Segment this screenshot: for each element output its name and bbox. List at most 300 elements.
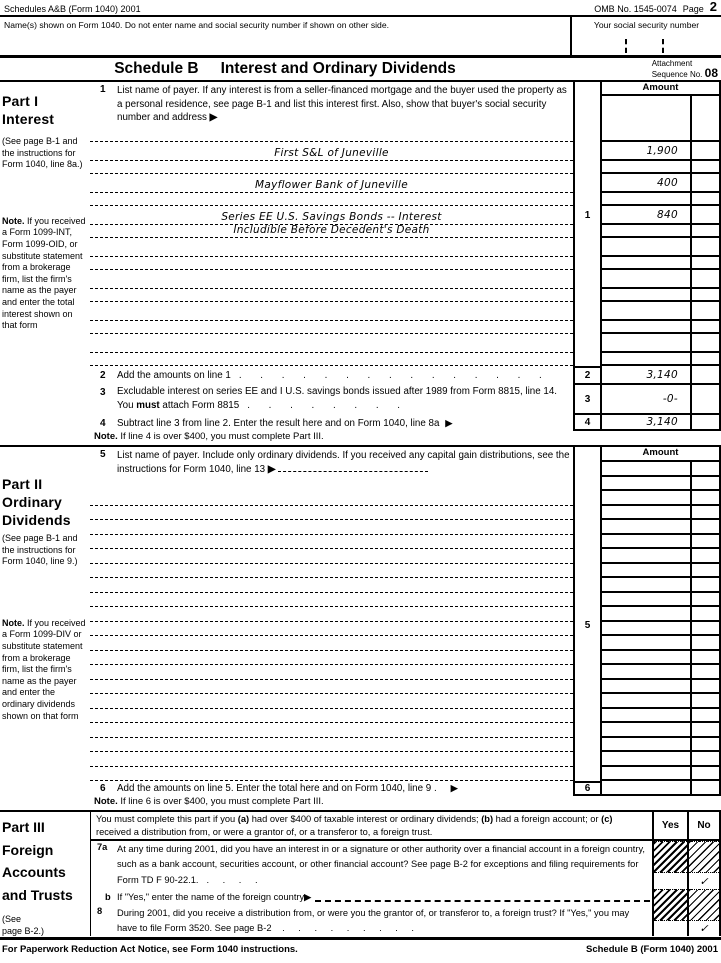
attachment-line2: Sequence No. 08 [651,65,718,80]
cents-cell [690,738,721,753]
cents-cell [690,206,721,225]
amount-cell [602,238,690,257]
fill-line [90,161,573,174]
cents-cell [690,506,721,521]
amount-row-blank [573,520,721,535]
ssn-label: Your social security number [593,20,700,30]
amount-row-blank [573,738,721,753]
right-arrow-icon: ▶ [209,112,218,123]
fill-line [90,578,573,593]
line5-number: 5 [100,449,106,460]
fill-line [90,549,573,564]
cents-cell [690,193,721,206]
amount-row-blank [573,225,721,238]
number-cell [573,651,602,666]
amount-row-blank [573,477,721,492]
part2-note: Note. If you received a Form 1099-DIV or substitute statement from a brokerage firm, list the firm's name as the payer and enter the ordinary dividends shown on that form [2,617,86,721]
number-cell [573,752,602,767]
amount-row-blank [573,767,721,782]
fill-line [90,353,573,366]
question-8-number: 8 [97,906,103,916]
part1-note: Note. If you received a Form 1099-INT, Form 1099-OID, or substitute statement from a brokerage firm, list the firm's name as the payer and enter the total interest shown on that form [2,215,86,331]
amount-cell [602,520,690,535]
part2-text-column [90,447,573,810]
amount-row-blank [573,680,721,695]
amount-cell [602,535,690,550]
cents-cell [690,636,721,651]
part3-questions [90,841,721,936]
q8-no-answer-cell [689,921,719,936]
page-label: Page [682,4,704,14]
cents-cell [690,225,721,238]
line6-number: 6 [100,783,106,794]
cents-cell [690,781,721,796]
part3-title-line2: Accounts [2,864,66,880]
number-cell [573,549,602,564]
yes-column-header: Yes [652,812,687,841]
cents-cell [690,607,721,622]
amount-row-blank [573,593,721,608]
fill-line [90,723,573,738]
amount-row-blank [573,289,721,302]
amount-cell [602,506,690,521]
amount-row-blank [573,462,721,477]
payer-entry-line [90,225,573,238]
fill-line [90,636,573,651]
part1-label: Part I [2,93,39,109]
question-column [90,841,652,936]
number-cell [573,289,602,302]
line5-instruction [90,447,573,491]
number-cell [573,353,602,366]
line-number-channel [573,447,602,462]
fill-line [90,193,573,206]
amount-cell [602,477,690,492]
line1-text: List name of payer. If any interest is from a seller-financed mortgage and the buyer used the property as a personal residence, see page B-1 and list this interest first. Also, show that buyer's social security number and address ▶ [117,85,567,123]
name-ssn-row [0,15,721,58]
amount-cell [602,622,690,637]
amount-cell [602,193,690,206]
fill-line [90,665,573,680]
amount-row-blank [573,96,721,142]
part3-title-line1: Foreign [2,841,54,858]
ssn-separator [625,39,627,53]
payer-entry-line [90,206,573,225]
cents-cell [690,767,721,782]
line2-box-number: 2 [573,366,602,385]
amount-header: Amount [602,82,721,96]
cents-cell [690,549,721,564]
line1-number: 1 [100,84,106,95]
attachment-number: 08 [704,65,718,80]
amount-cell [602,366,690,385]
line1-instruction [90,82,573,142]
part3-label: Part III [2,819,45,835]
number-cell [573,680,602,695]
amount-cell [602,564,690,579]
part3-content [90,812,721,937]
page-top-header [0,0,721,15]
amount-table-header [573,447,721,462]
payer-entry-line [90,142,573,161]
top-right-group [594,0,717,14]
line4-text: Subtract line 3 from line 2. Enter the result here and on Form 1040, line 8a [117,417,440,429]
number-cell [573,636,602,651]
part2-amount-table [573,447,721,810]
schedule-label: Schedule B [114,60,199,77]
fill-line [90,622,573,637]
amount-cell [602,415,690,431]
line3-row [90,385,573,415]
amount-cell [602,578,690,593]
number-cell [573,506,602,521]
amount-cell [602,289,690,302]
amount-cell [602,636,690,651]
amount-cell [602,142,690,161]
number-cell [573,738,602,753]
amount-row-blank [573,257,721,270]
amount-row-blank [573,694,721,709]
amount-cell [602,723,690,738]
number-cell [573,491,602,506]
amount-cell [602,225,690,238]
right-arrow-icon: ▶ [304,891,312,902]
line4-box-number: 4 [573,415,602,431]
part3-intro-text: You must complete this part if you (a) had over $400 of taxable interest or ordinary dividends; (b) had a foreign account; or (c) received a distribution from, or were a grantor of, or a transferor to, a foreign trust. [90,812,652,841]
dot-leader: . . . . . . . . [247,399,401,411]
amount-cell [602,680,690,695]
amount-cell [602,161,690,174]
fill-line [90,334,573,353]
line5-box-number: 5 [584,620,591,631]
cents-cell [690,709,721,724]
fill-line [90,520,573,535]
cents-cell [690,665,721,680]
question-7b [91,889,652,905]
amount-cell [602,665,690,680]
amount-cell [602,96,690,142]
line4-number: 4 [100,417,106,429]
amount-cell [602,593,690,608]
checkmark-icon: ✓ [699,923,709,935]
part1-sidebar [0,82,90,445]
fill-line [90,270,573,289]
question-7a-number: 7a [97,842,108,852]
omb-number: OMB No. 1545-0074 [594,4,677,14]
q7a-no-answer-cell [689,873,719,889]
name-instruction: Name(s) shown on Form 1040. Do not enter name and social security number if shown on other side. [4,20,389,30]
amount-cell [602,694,690,709]
payer-name-entry: Includible Before Decedent's Death [233,224,430,236]
dot-leader: . . . . . . . . . . . . . . . [238,370,542,381]
fill-line [90,321,573,334]
fill-line [90,607,573,622]
line2-row [90,366,573,385]
fill-line [90,694,573,709]
part3-sidebar [0,812,90,937]
number-cell [573,193,602,206]
amount-row-blank [573,238,721,257]
amount-cell [602,385,690,415]
right-arrow-icon: ▶ [450,783,458,793]
fill-line [90,289,573,302]
number-cell [573,477,602,492]
checkmark-icon: ✓ [699,875,709,888]
payer-entry-line [90,174,573,193]
part1-section [0,80,721,445]
amount-row-blank [573,549,721,564]
amount-row-blank [573,535,721,550]
cents-cell [690,723,721,738]
fill-line [90,564,573,579]
number-cell [573,694,602,709]
attachment-line1: Attachment [651,59,693,68]
dot-leader: . . . . [206,874,258,885]
amount-cell [602,491,690,506]
cents-cell [690,353,721,366]
amount-row-blank [573,723,721,738]
line4-total-row [573,415,721,431]
cents-cell [690,96,721,142]
line4-row [90,415,573,431]
page-number: 2 [709,0,717,14]
cents-cell [690,680,721,695]
amount-cell [602,462,690,477]
amount-row-blank [573,636,721,651]
amount-entry: 1,900 [646,144,678,157]
fill-line [90,257,573,270]
amount-row-blank [573,665,721,680]
cents-cell [690,366,721,385]
amount-cell [602,302,690,321]
hatched-na-cell [689,889,719,921]
amount-cell [602,651,690,666]
line4-total: 3,140 [646,416,678,428]
line6-total-row [573,781,721,796]
amount-cell [602,174,690,193]
cents-cell [690,238,721,257]
part2-fill-lines [90,491,573,781]
amount-row-blank [573,321,721,334]
question-7a [91,841,652,889]
page-footer [0,940,721,955]
line6-box-number: 6 [573,781,602,796]
line3-box-number: 3 [573,385,602,415]
line5-text: List name of payer. Include only ordinary dividends. If you received any capital gain distributions, see the instructions for Form 1040, line 13 ▶ [117,450,570,475]
attachment-sequence [652,59,718,79]
part2-sidebar [0,447,90,810]
amount-cell [602,206,690,225]
part1-title: Interest [2,111,55,127]
title-band [0,58,721,80]
hatched-na-cell [689,841,719,873]
amount-cell [602,709,690,724]
number-cell [573,767,602,782]
fill-line [90,709,573,724]
amount-row-blank [573,353,721,366]
title-text: Interest and Ordinary Dividends [220,60,456,77]
number-cell [573,578,602,593]
number-cell [573,302,602,321]
cents-cell [690,651,721,666]
amount-entry: 400 [657,176,678,189]
fill-line [90,767,573,782]
line2-text: Add the amounts on line 1 [117,370,231,381]
right-arrow-icon: ▶ [445,417,453,428]
fill-line [90,535,573,550]
fill-line [278,464,428,472]
part1-amount-table [573,82,721,445]
part3-see-note: (See page B-2.) [2,914,45,936]
dot-leader: . . . . . . . . . [282,923,415,933]
cents-cell [690,578,721,593]
amount-row-blank [573,334,721,353]
fill-line [90,238,573,257]
cents-cell [690,385,721,415]
no-answer-column [687,841,721,936]
line1-box-number: 1 [573,206,602,225]
cents-cell [690,520,721,535]
number-cell [573,723,602,738]
part2-bottom-note: Note. If line 6 is over $400, you must complete Part III. [94,796,324,807]
amount-cell [602,607,690,622]
cents-cell [690,174,721,193]
amount-cell [602,738,690,753]
amount-cell [602,334,690,353]
amount-row-blank [573,270,721,289]
cents-cell [690,477,721,492]
hatched-na-cell [654,841,687,873]
amount-cell [602,353,690,366]
cents-cell [690,752,721,767]
cents-cell [690,302,721,321]
amount-row [573,142,721,161]
line3-total: -0- [662,393,678,405]
fill-line [90,738,573,753]
cents-cell [690,491,721,506]
amount-row-blank [573,193,721,206]
amount-row-blank [573,491,721,506]
part2-label: Part II [2,476,43,492]
question-7a-text: At any time during 2001, did you have an interest in or a signature or other authority over a financial account in a foreign country, such as a bank account, securities account, or other financial account? See page B-2 for exceptions and filing requirements for Form TD F 90-22.1. . . . . [117,844,645,885]
form-id: Schedules A&B (Form 1040) 2001 [4,4,141,14]
part3-intro-row [90,812,721,841]
cents-cell [690,462,721,477]
number-cell [573,257,602,270]
cents-cell [690,270,721,289]
amount-row-blank [573,506,721,521]
line2-total-row [573,366,721,385]
cents-cell [690,142,721,161]
part1-text-column [90,82,573,445]
amount-row-blank [573,302,721,321]
amount-cell [602,321,690,334]
part2-title-line2: Dividends [2,512,71,528]
number-cell [573,709,602,724]
number-cell [573,564,602,579]
part3-section [0,810,721,940]
question-7b-text: If "Yes," enter the name of the foreign country [117,892,305,902]
cents-cell [690,622,721,637]
part1-see-note: (See page B-1 and the instructions for Form 1040, line 8a.) [2,136,83,170]
number-cell [573,535,602,550]
amount-row [573,174,721,193]
yes-answer-column [652,841,687,936]
number-cell [573,96,602,142]
amount-entry: 840 [657,208,678,221]
no-column-header: No [687,812,721,841]
paperwork-notice: For Paperwork Reduction Act Notice, see Form 1040 instructions. [2,944,298,956]
hatched-na-cell [654,889,687,921]
number-cell [573,520,602,535]
right-arrow-icon: ▶ [267,463,276,475]
line2-total: 3,140 [646,368,678,381]
fill-line [90,752,573,767]
fill-line [90,491,573,506]
cents-cell [690,257,721,270]
amount-cell [602,752,690,767]
number-cell [573,665,602,680]
amount-table-header [573,82,721,96]
cents-cell [690,593,721,608]
part2-section [0,445,721,810]
part3-title-line3: and Trusts [2,886,73,903]
amount-cell [602,767,690,782]
cents-cell [690,289,721,302]
amount-cell [602,549,690,564]
amount-row-blank [573,578,721,593]
question-8-text: During 2001, did you receive a distribution from, or were you the grantor of, or transferor to, a foreign trust? If "Yes," you may have to file Form 3520. See page B-2 . . . . . . . . . [117,908,630,933]
fill-line [90,302,573,321]
number-cell [573,238,602,257]
line3-number: 3 [100,387,106,398]
amount-row-blank [573,161,721,174]
cents-cell [690,694,721,709]
line-number-channel [573,82,602,96]
number-cell [573,334,602,353]
cents-cell [690,321,721,334]
amount-header: Amount [602,447,721,462]
amount-row [573,206,721,225]
amount-cell [602,270,690,289]
cents-cell [690,161,721,174]
amount-cell [602,781,690,796]
number-cell [573,270,602,289]
question-8 [91,905,652,936]
number-cell [573,462,602,477]
fill-line [90,593,573,608]
line2-number: 2 [100,370,106,381]
payer-name-entry: First S&L of Juneville [274,147,389,159]
payer-name-entry: Mayflower Bank of Juneville [254,179,408,191]
line6-text: Add the amounts on line 5. Enter the total here and on Form 1040, line 9 . [117,783,437,794]
q8-yes-answer-cell [654,921,687,936]
line3-total-row [573,385,721,415]
foreign-country-fill-line [315,892,650,902]
cents-cell [690,535,721,550]
ssn-separator [662,39,664,53]
cents-cell [690,415,721,431]
line6-row [90,781,573,796]
number-cell [573,161,602,174]
fill-line [90,651,573,666]
part2-see-note: (See page B-1 and the instructions for Form 1040, line 9.) [2,533,78,567]
cents-cell [690,334,721,353]
number-cell [573,225,602,238]
amount-row-blank [573,752,721,767]
form-footer-id: Schedule B (Form 1040) 2001 [586,944,718,956]
payer-name-entry: Series EE U.S. Savings Bonds -- Interest [221,211,442,223]
